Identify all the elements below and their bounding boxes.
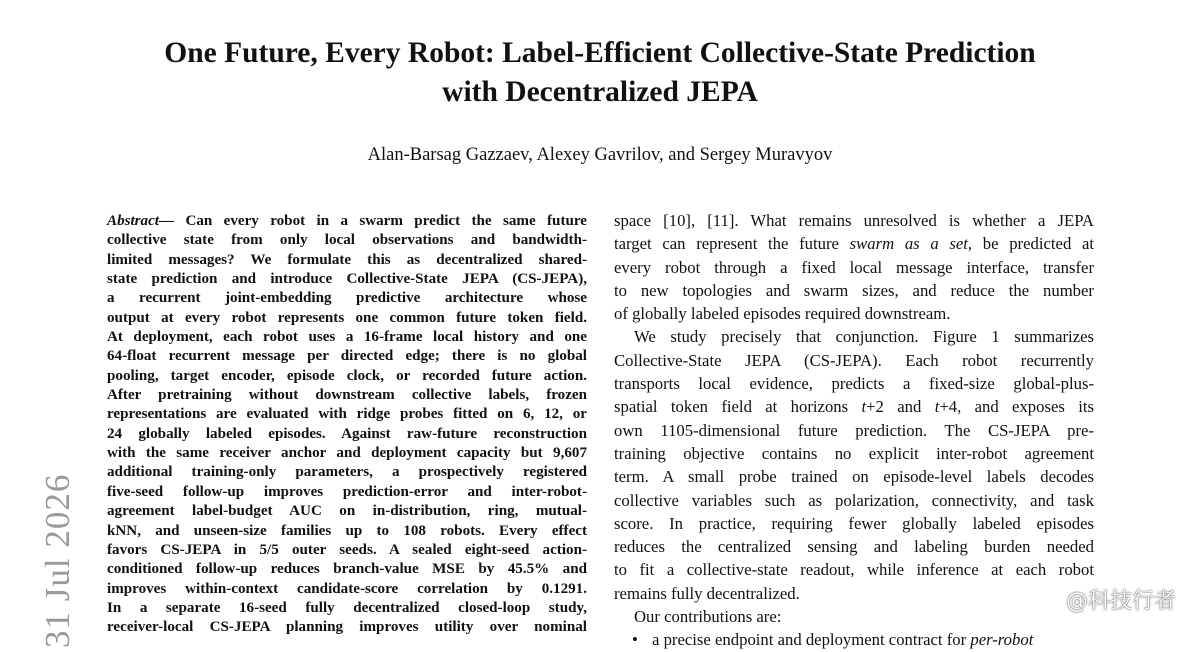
abstract-label: Abstract— xyxy=(107,213,175,229)
abstract-line: agreement label-budget AUC on in-distribution, ring, mutual- xyxy=(107,503,587,520)
title-line-2: with Decentralized JEPA xyxy=(442,76,758,108)
body-line: target can represent the future swarm as a set, be predicted at xyxy=(614,234,1095,254)
abstract-line: with the same receiver anchor and deployment capacity but 9,607 xyxy=(107,445,587,462)
body-line: to new topologies and swarm sizes, and reduce the number xyxy=(614,280,1094,300)
body-line: every robot through a fixed local message interface, transfer xyxy=(614,257,1094,277)
abstract-line: pooling, target encoder, episode clock, or recorded future action. xyxy=(107,367,587,384)
abstract-line: At deployment, each robot uses a 16-frame local history and one xyxy=(107,329,587,346)
abstract-line: kNN, and unseen-size families up to 108 robots. Every effect xyxy=(107,522,587,539)
body-line: training objective contains no explicit inter-robot agreement xyxy=(614,443,1094,463)
body-line: space [10], [11]. What remains unresolved is whether a JEPA xyxy=(614,211,1094,230)
abstract-line: limited messages? We formulate this as decentralized shared- xyxy=(107,251,587,268)
abstract-column xyxy=(107,212,587,638)
body-line: own 1105-dimensional future prediction. The CS-JEPA pre- xyxy=(614,420,1094,440)
body-line: score. In practice, requiring fewer globally labeled episodes xyxy=(614,513,1094,533)
abstract-line: output at every robot represents one common future token field. xyxy=(107,309,587,326)
abstract-line: state prediction and introduce Collective-State JEPA (CS-JEPA), xyxy=(107,271,587,288)
watermark-text: @科技行者 xyxy=(1065,589,1176,614)
abstract-line: 24 globally labeled episodes. Against raw-future reconstruction xyxy=(107,425,587,442)
body-line: We study precisely that conjunction. Figure 1 summarizes xyxy=(634,327,1094,347)
body-column xyxy=(614,209,1094,652)
body-line: transports local evidence, predicts a fixed-size global-plus- xyxy=(614,374,1094,394)
abstract-line: 64-float recurrent message per directed edge; there is no global xyxy=(107,348,587,365)
paper-title xyxy=(0,34,1200,112)
abstract-line: additional training-only parameters, a prospectively registered xyxy=(107,464,587,481)
body-line: spatial token field at horizons t+2 and t+4, and exposes its xyxy=(614,397,1094,417)
arxiv-date: 31 Jul 2026 xyxy=(38,473,77,648)
watermark-logo-icon xyxy=(1038,591,1062,609)
intro-paragraph-2 xyxy=(614,325,1094,605)
body-line: collective variables such as polarization, connectivity, and task xyxy=(614,490,1094,510)
contribution-bullet: • a precise endpoint and deployment contract for per-robot xyxy=(614,628,1094,651)
abstract-line: In a separate 16-seed fully decentralized closed-loop study, xyxy=(107,599,587,616)
abstract-line: collective state from only local observations and bandwidth- xyxy=(107,232,587,249)
abstract-line: a recurrent joint-embedding predictive architecture whose xyxy=(107,290,587,307)
body-line: of globally labeled episodes required downstream. xyxy=(614,304,951,324)
body-line: Collective-State JEPA (CS-JEPA). Each robot recurrently xyxy=(614,350,1094,370)
abstract-line: Abstract— Can every robot in a swarm predict the same future xyxy=(107,213,587,229)
body-line: remains fully decentralized. xyxy=(614,583,800,603)
source-watermark xyxy=(1038,584,1176,615)
abstract-line: favors CS-JEPA in 5/5 outer seeds. A sealed eight-seed action- xyxy=(107,541,587,558)
abstract-line: representations are evaluated with ridge probes fitted on 6, 12, or xyxy=(107,406,587,423)
author-list: Alan-Barsag Gazzaev, Alexey Gavrilov, and Sergey Muravyov xyxy=(367,145,833,165)
body-line: reduces the centralized sensing and labeling burden needed xyxy=(614,537,1094,557)
arxiv-side-stamp xyxy=(38,466,78,648)
abstract-line: five-seed follow-up improves prediction-error and inter-robot- xyxy=(107,483,587,500)
abstract-line: conditioned follow-up reduces branch-value MSE by 45.5% and xyxy=(107,561,587,578)
body-line: to fit a collective-state readout, while inference at each robot xyxy=(614,560,1094,580)
abstract-line: receiver-local CS-JEPA planning improves utility over nominal xyxy=(107,619,587,636)
abstract-line: After pretraining without downstream collective labels, frozen xyxy=(107,387,587,404)
emphasis-text: swarm as a set xyxy=(849,234,968,254)
abstract-line: improves within-context candidate-score correlation by 0.1291. xyxy=(107,580,587,597)
body-line: term. A small probe trained on episode-level labels decodes xyxy=(614,467,1094,487)
intro-paragraph-1 xyxy=(614,209,1094,325)
title-line-1: One Future, Every Robot: Label-Efficient Collective-State Prediction xyxy=(164,37,1036,69)
contributions-intro: Our contributions are: xyxy=(634,607,782,627)
